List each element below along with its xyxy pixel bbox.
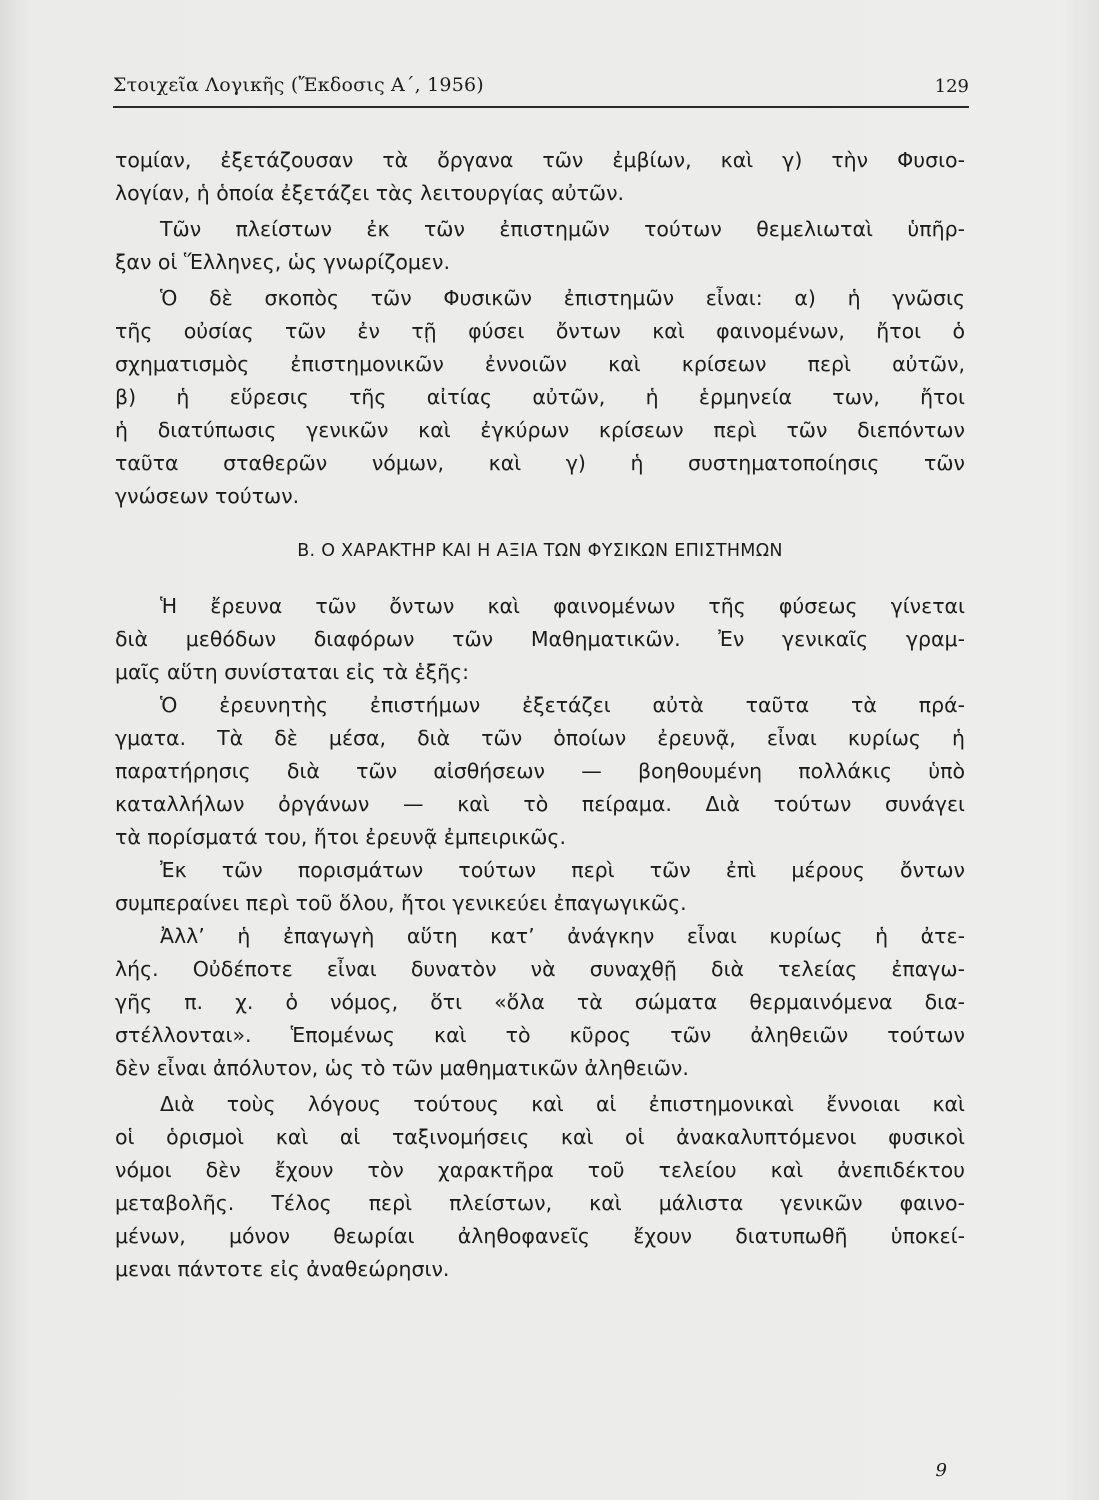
text-line: λής. Οὐδέποτε εἶναι δυνατὸν νὰ συναχθῇ διὰ τελείας ἐπαγω- — [115, 957, 965, 981]
paragraph-2 — [115, 213, 965, 279]
text-line: τῆς οὐσίας τῶν ἐν τῇ φύσει ὄντων καὶ φαινομένων, ἤτοι ὁ — [115, 319, 965, 343]
text-line: ταῦτα σταθερῶν νόμων, καὶ γ) ἡ συστηματοποίησις τῶν — [115, 451, 965, 475]
text-line: λογίαν, ἡ ὁποία ἐξετάζει τὰς λειτουργίας αὐτῶν. — [115, 181, 625, 205]
text-line: γῆς π. χ. ὁ νόμος, ὅτι «ὅλα τὰ σώματα θερμαινόμενα δια- — [115, 990, 965, 1014]
text-line: Τῶν πλείστων ἐκ τῶν ἐπιστημῶν τούτων θεμελιωταὶ ὑπῆρ- — [160, 217, 965, 241]
body-text — [115, 144, 965, 1286]
text-line: Ὁ δὲ σκοπὸς τῶν Φυσικῶν ἐπιστημῶν εἶναι: α) ἡ γνῶσις — [160, 286, 965, 310]
text-line: μεταβολῆς. Τέλος περὶ πλείστων, καὶ μάλιστα γενικῶν φαινο- — [115, 1191, 965, 1215]
text-line: Ἐκ τῶν πορισμάτων τούτων περὶ τῶν ἐπὶ μέρους ὄντων — [160, 858, 965, 882]
text-line: μένων, μόνον θεωρίαι ἀληθοφανεῖς ἔχουν διατυπωθῆ ὑποκεί- — [115, 1224, 965, 1248]
text-line: Διὰ τοὺς λόγους τούτους καὶ αἱ ἐπιστημονικαὶ ἔννοιαι καὶ — [160, 1092, 965, 1116]
text-line: νόμοι δὲν ἔχουν τὸν χαρακτῆρα τοῦ τελείου καὶ ἀνεπιδέκτου — [115, 1158, 965, 1182]
text-line: οἱ ὁρισμοὶ καὶ αἱ ταξινομήσεις καὶ οἱ ἀνακαλυπτόμενοι φυσικοὶ — [115, 1125, 965, 1149]
text-line: β) ἡ εὕρεσις τῆς αἰτίας αὐτῶν, ἡ ἑρμηνεία των, ἤτοι — [115, 385, 965, 409]
text-line: στέλλονται». Ἑπομένως καὶ τὸ κῦρος τῶν ἀληθειῶν τούτων — [115, 1023, 965, 1047]
running-head: Στοιχεῖα Λογικῆς (Ἔκδοσις Α΄, 1956) — [113, 74, 484, 96]
text-line: διὰ μεθόδων διαφόρων τῶν Μαθηματικῶν. Ἐν γενικαῖς γραμ- — [115, 627, 965, 651]
text-line: γνώσεων τούτων. — [115, 484, 300, 508]
paragraph-3 — [115, 282, 965, 513]
text-line: δὲν εἶναι ἀπόλυτον, ὡς τὸ τῶν μαθηματικῶν ἀληθειῶν. — [115, 1056, 689, 1080]
paragraph-6 — [115, 854, 965, 920]
text-line: συμπεραίνει περὶ τοῦ ὅλου, ἤτοι γενικεύει ἐπαγωγικῶς. — [115, 891, 687, 915]
text-line: τομίαν, ἐξετάζουσαν τὰ ὄργανα τῶν ἐμβίων, καὶ γ) τὴν Φυσιο- — [115, 148, 965, 172]
text-line: μεναι πάντοτε εἰς ἀναθεώρησιν. — [115, 1257, 450, 1281]
page-header — [113, 70, 969, 108]
paragraph-5 — [115, 689, 965, 854]
paragraph-1 — [115, 144, 965, 210]
paragraph-8 — [115, 1088, 965, 1286]
text-line: Ἡ ἔρευνα τῶν ὄντων καὶ φαινομένων τῆς φύσεως γίνεται — [160, 594, 965, 618]
text-line: μαῖς αὕτη συνίσταται εἰς τὰ ἑξῆς: — [115, 660, 470, 684]
text-line: ξαν οἱ Ἕλληνες, ὡς γνωρίζομεν. — [115, 250, 450, 274]
text-line: σχηματισμὸς ἐπιστημονικῶν ἐννοιῶν καὶ κρίσεων περὶ αὐτῶν, — [115, 352, 965, 376]
page-number: 129 — [934, 76, 969, 97]
text-line: παρατήρησις διὰ τῶν αἰσθήσεων — βοηθουμένη πολλάκις ὑπὸ — [115, 759, 965, 783]
paragraph-4 — [115, 590, 965, 689]
text-line: τὰ πορίσματά του, ἤτοι ἐρευνᾷ ἐμπειρικῶς. — [115, 825, 566, 849]
text-line: ἡ διατύπωσις γενικῶν καὶ ἐγκύρων κρίσεων περὶ τῶν διεπόντων — [115, 418, 965, 442]
section-heading: Β. Ο ΧΑΡΑΚΤΗΡ ΚΑΙ Η ΑΞΙΑ ΤΩΝ ΦΥΣΙΚΩΝ ΕΠΙΣΤΗΜΩΝ — [297, 541, 783, 561]
signature-mark: 9 — [935, 1460, 947, 1481]
text-line: Ἀλλ’ ἡ ἐπαγωγὴ αὕτη κατ’ ἀνάγκην εἶναι κυρίως ἡ ἀτε- — [160, 924, 965, 948]
text-line: καταλλήλων ὀργάνων — καὶ τὸ πείραμα. Διὰ τούτων συνάγει — [115, 792, 965, 816]
text-line: γματα. Τὰ δὲ μέσα, διὰ τῶν ὁποίων ἐρευνᾷ, εἶναι κυρίως ἡ — [115, 726, 965, 750]
text-line: Ὁ ἐρευνητὴς ἐπιστήμων ἐξετάζει αὐτὰ ταῦτα τὰ πρά- — [160, 693, 965, 717]
paragraph-7 — [115, 920, 965, 1085]
